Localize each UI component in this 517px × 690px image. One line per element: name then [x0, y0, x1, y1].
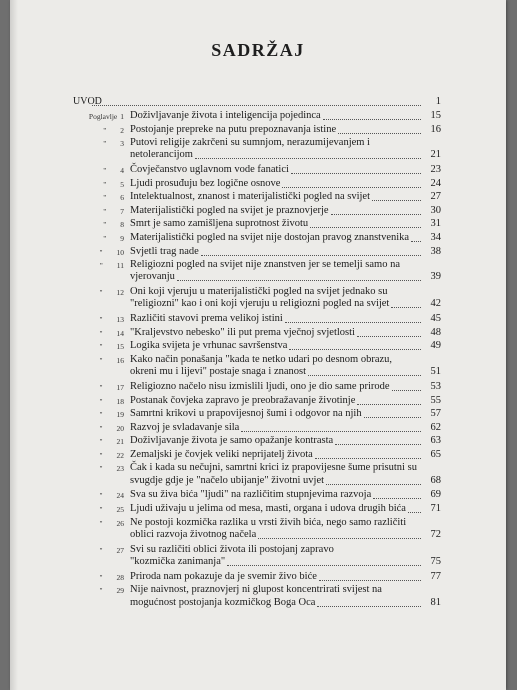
- chapter-title: Ljudi uživaju u jelima od mesa, masti, organa i udova drugih bića: [130, 502, 406, 514]
- chapter-page-number: 63: [430, 435, 441, 447]
- chapter-number: [72, 220, 124, 229]
- chapter-title-line: [130, 110, 441, 122]
- chapter-number-value: 21: [116, 437, 124, 447]
- dot-leader: [357, 404, 421, 405]
- chapter-number-value: 15: [116, 342, 124, 352]
- chapter-title: Materijalistički pogled na svijet je praznovjerje: [130, 204, 329, 216]
- chapter-number: [72, 126, 124, 135]
- dot-leader: [392, 390, 421, 391]
- chapter-title-line: [130, 475, 441, 487]
- chapter-number-value: 22: [116, 450, 124, 460]
- chapter-title-line: [130, 571, 441, 583]
- chapter-title-line: Ne postoji kozmička razlika u vrsti živih bića, nego samo različiti: [130, 516, 407, 528]
- chapter-number: [72, 573, 124, 582]
- chapter-page-number: 81: [430, 596, 441, 608]
- chapter-page-number: 75: [430, 555, 441, 567]
- chapter-page-number: 65: [430, 448, 441, 460]
- dot-leader: [373, 498, 421, 499]
- dot-leader: [317, 606, 421, 607]
- dot-leader: [177, 280, 421, 281]
- chapter-title-line: [130, 246, 441, 258]
- chapter-number-value: 20: [116, 423, 124, 433]
- chapter-title: Sva su živa bića "ljudi" na različitim stupnjevima razvoja: [130, 489, 372, 501]
- chapter-page-number: 31: [430, 218, 441, 230]
- chapter-number: [72, 397, 124, 406]
- chapter-number: [72, 491, 124, 500]
- ditto-mark: ": [99, 450, 103, 460]
- chapter-page-number: 71: [430, 502, 441, 514]
- chapter-number-value: 11: [116, 261, 124, 271]
- chapter-title: Doživljavanje života i inteligencija pojedinca: [130, 110, 321, 121]
- ditto-mark: ": [103, 166, 107, 176]
- chapter-title-line: [130, 178, 441, 190]
- chapter-title: Logika svijeta je vrhunac savršenstva: [130, 340, 288, 352]
- chapter-number: [72, 383, 124, 392]
- chapter-title: netolerancijom: [130, 149, 193, 161]
- chapter-title: Čovječanstvo uglavnom vode fanatici: [130, 164, 289, 176]
- chapter-title: "kozmička zanimanja": [130, 555, 226, 567]
- chapter-title-line: [130, 313, 441, 325]
- chapter-title: "Kraljevstvo nebesko" ili put prema vječnoj svjetlosti: [130, 326, 355, 338]
- chapter-title: vjerovanju: [130, 271, 175, 283]
- ditto-mark: ": [99, 464, 103, 474]
- chapter-title-line: [130, 191, 441, 203]
- chapter-number: [72, 248, 124, 257]
- chapter-title-line: Oni koji vjeruju u materijalistički pogled na svijet jednako su: [130, 286, 388, 298]
- dot-leader: [201, 255, 421, 256]
- chapter-number-value: 12: [116, 288, 124, 298]
- chapter-title: Različiti stavovi prema velikoj istini: [130, 313, 283, 325]
- chapter-page-number: 24: [430, 177, 441, 189]
- chapter-page-number: 42: [430, 298, 441, 310]
- dot-leader: [227, 565, 421, 566]
- chapter-number: [72, 546, 124, 555]
- chapter-page-number: 23: [430, 164, 441, 176]
- dot-leader: [241, 431, 421, 432]
- chapter-number-value: 14: [116, 328, 124, 338]
- dot-leader: [338, 133, 421, 134]
- chapter-page-number: 16: [430, 123, 441, 135]
- chapter-title: oblici razvoja životnog načela: [130, 528, 257, 540]
- chapter-title: Ljudi prosuđuju bez logične osnove: [130, 177, 281, 189]
- chapter-title-line: [130, 271, 441, 283]
- chapter-title-line: [130, 327, 441, 339]
- chapter-number-value: 19: [116, 410, 124, 420]
- chapter-number-value: 16: [116, 355, 124, 365]
- dot-leader: [291, 173, 421, 174]
- chapter-number: [72, 166, 124, 175]
- dot-leader: [319, 580, 421, 581]
- chapter-title-line: [130, 422, 441, 434]
- chapter-title-line: Putovi religije zakrčeni su sumnjom, nerazumijevanjem i: [130, 137, 370, 149]
- chapter-title: Intelektualnost, znanost i materijalistički pogled na svijet: [130, 191, 370, 203]
- dot-leader: [323, 119, 421, 120]
- chapter-page-number: 57: [430, 408, 441, 420]
- ditto-mark: ": [99, 545, 103, 555]
- chapter-title-line: [130, 529, 441, 541]
- chapter-page-number: 51: [430, 366, 441, 378]
- ditto-mark: ": [99, 247, 103, 257]
- chapter-title-line: [130, 298, 441, 310]
- chapter-number-value: 4: [120, 166, 124, 176]
- ditto-mark: ": [103, 220, 107, 230]
- chapter-title: Doživljavanje života je samo opažanje kontrasta: [130, 435, 334, 447]
- chapter-number: [72, 586, 124, 595]
- chapter-number: [72, 139, 124, 148]
- chapter-title-line: Kako način ponašanja "kada te netko udari po desnom obrazu,: [130, 353, 393, 365]
- dot-leader: [282, 187, 421, 188]
- chapter-number: [72, 180, 124, 189]
- dot-leader: [285, 322, 421, 323]
- chapter-title-line: [130, 381, 441, 393]
- chapter-title-line: [130, 449, 441, 461]
- chapter-title: Zemaljski je čovjek veliki neprijatelj života: [130, 448, 313, 460]
- chapter-number-value: 18: [116, 396, 124, 406]
- chapter-number: [72, 234, 124, 243]
- chapter-page-number: 48: [430, 326, 441, 338]
- ditto-mark: ": [99, 491, 103, 501]
- chapter-number-value: 24: [116, 491, 124, 501]
- table-of-contents: [10, 0, 506, 690]
- chapter-page-number: 38: [430, 245, 441, 257]
- chapter-number-value: 29: [116, 586, 124, 596]
- dot-leader: [411, 241, 421, 242]
- ditto-mark: ": [99, 342, 103, 352]
- chapter-number: [72, 451, 124, 460]
- chapter-title-line: Nije naivnost, praznovjerj ni glupost koncentrirati svijest na: [130, 584, 382, 596]
- chapter-title: Materijalistički pogled na svijet nije dostojan pravog znanstvenika: [130, 231, 410, 243]
- chapter-number: [72, 505, 124, 514]
- chapter-page-number: 27: [430, 191, 441, 203]
- dot-leader: [310, 227, 421, 228]
- chapter-title: mogućnost postojanja kozmičkog Boga Oca: [130, 596, 316, 608]
- chapter-title-line: [130, 556, 441, 568]
- uvod-page-number: 1: [435, 96, 441, 107]
- chapter-title-line: [130, 395, 441, 407]
- chapter-page-number: 69: [430, 489, 441, 501]
- chapter-number: [72, 410, 124, 419]
- chapter-number: [72, 519, 124, 528]
- chapter-page-number: 72: [430, 528, 441, 540]
- chapter-page-number: 34: [430, 231, 441, 243]
- ditto-mark: ": [103, 179, 107, 189]
- chapter-title: Svjetli trag nade: [130, 245, 199, 257]
- ditto-mark: ": [99, 355, 103, 365]
- ditto-mark: ": [99, 410, 103, 420]
- chapter-page-number: 30: [430, 204, 441, 216]
- chapter-title-line: Religiozni pogled na svijet nije znanstven jer se temelji samo na: [130, 259, 401, 271]
- chapter-page-number: 21: [430, 149, 441, 161]
- ditto-mark: ": [99, 328, 103, 338]
- dot-leader: [364, 417, 421, 418]
- dot-leader: [391, 307, 421, 308]
- chapter-title: Religiozno načelo nisu izmislili ljudi, ono je dio same prirode: [130, 381, 390, 392]
- chapter-title: Smrt je samo zamišljena suprotnost životu: [130, 218, 309, 230]
- chapter-number: [72, 193, 124, 202]
- book-page: [10, 0, 506, 690]
- ditto-mark: ": [99, 396, 103, 406]
- chapter-number-value: 25: [116, 504, 124, 514]
- chapter-number-value: 8: [120, 220, 124, 230]
- chapter-page-number: 15: [430, 110, 441, 121]
- chapter-title-line: [130, 164, 441, 176]
- chapter-title-line: [130, 232, 441, 244]
- ditto-mark: ": [99, 586, 103, 596]
- chapter-title-line: [130, 366, 441, 378]
- chapter-number: [72, 342, 124, 351]
- dot-leader: [308, 375, 421, 376]
- chapter-number: [72, 288, 124, 297]
- ditto-mark: ": [103, 193, 107, 203]
- chapter-page-number: 68: [430, 474, 441, 486]
- chapter-title: Razvoj je svladavanje sila: [130, 421, 240, 433]
- uvod-label: UVOD: [73, 96, 102, 107]
- dot-leader: [92, 105, 421, 106]
- chapter-page-number: 77: [430, 570, 441, 582]
- chapter-page-number: 39: [430, 271, 441, 283]
- chapter-title: Samrtni krikovi u prapovijesnoj šumi i odgovor na njih: [130, 408, 362, 420]
- ditto-mark: ": [99, 572, 103, 582]
- chapter-title-line: [130, 340, 441, 352]
- ditto-mark: ": [99, 504, 103, 514]
- ditto-mark: ": [99, 518, 103, 528]
- ditto-mark: ": [99, 315, 103, 325]
- chapter-number-value: 10: [116, 247, 124, 257]
- ditto-mark: ": [99, 437, 103, 447]
- chapter-number: [72, 261, 124, 270]
- chapter-label: Poglavlje: [88, 112, 118, 121]
- chapter-number-value: 17: [116, 383, 124, 392]
- chapter-number: [72, 329, 124, 338]
- dot-leader: [408, 512, 421, 513]
- chapter-number-value: 23: [116, 464, 124, 474]
- dot-leader: [258, 538, 421, 539]
- chapter-number-value: 13: [116, 315, 124, 325]
- chapter-title-line: Svi su različiti oblici života ili postojanj zapravo: [130, 543, 334, 555]
- chapter-number-value: 28: [116, 572, 124, 582]
- ditto-mark: ": [103, 139, 107, 149]
- chapter-number-value: 5: [120, 179, 124, 189]
- dot-leader: [357, 336, 421, 337]
- chapter-title: Postojanje prepreke na putu prepoznavanja istine: [130, 123, 337, 135]
- chapter-number: [72, 424, 124, 433]
- chapter-page-number: 45: [430, 313, 441, 325]
- chapter-number: [72, 437, 124, 446]
- chapter-number: [72, 207, 124, 216]
- dot-leader: [372, 200, 421, 201]
- chapter-title: Priroda nam pokazuje da je svemir živo biće: [130, 570, 317, 582]
- ditto-mark: ": [99, 423, 103, 433]
- chapter-number-value: 1: [120, 112, 124, 121]
- chapter-title-line: [130, 597, 441, 609]
- chapter-number: [72, 112, 124, 121]
- chapter-title-line: [130, 503, 441, 515]
- chapter-number: [72, 315, 124, 324]
- chapter-title-line: [130, 149, 441, 161]
- ditto-mark: ": [103, 125, 107, 135]
- dot-leader: [335, 444, 421, 445]
- ditto-mark: ": [99, 261, 103, 271]
- chapter-page-number: 53: [430, 381, 441, 392]
- ditto-mark: ": [103, 233, 107, 243]
- chapter-number-value: 6: [120, 193, 124, 203]
- ditto-mark: ": [99, 288, 103, 298]
- chapter-number-value: 3: [120, 139, 124, 149]
- ditto-mark: ": [99, 383, 103, 392]
- chapter-title-line: [130, 489, 441, 501]
- chapter-page-number: 62: [430, 421, 441, 433]
- chapter-title-line: [130, 408, 441, 420]
- chapter-title-line: [130, 124, 441, 136]
- chapter-title-line: [130, 205, 441, 217]
- chapter-title-line: [130, 218, 441, 230]
- uvod-line: [90, 96, 441, 108]
- dot-leader: [326, 484, 421, 485]
- dot-leader: [195, 158, 421, 159]
- chapter-title: svugdje gdje je "načelo ubijanje" životni uvjet: [130, 474, 325, 486]
- chapter-number-value: 9: [120, 233, 124, 243]
- chapter-number: [72, 464, 124, 473]
- dot-leader: [315, 458, 421, 459]
- chapter-number: [72, 356, 124, 365]
- chapter-page-number: 49: [430, 340, 441, 352]
- page-title: SADRŽAJ: [211, 40, 305, 60]
- chapter-title-line: [130, 435, 441, 447]
- chapter-title-line: Čak i kada su nečujni, samrtni krici iz prapovijesne šume prisutni su: [130, 462, 417, 474]
- ditto-mark: ": [103, 206, 107, 216]
- dot-leader: [331, 214, 421, 215]
- chapter-page-number: 55: [430, 394, 441, 406]
- chapter-number-value: 26: [116, 518, 124, 528]
- chapter-title: okreni mu i lijevi" postaje snaga i znanost: [130, 366, 307, 378]
- chapter-number-value: 2: [120, 125, 124, 135]
- chapter-title: Postanak čovjeka zapravo je preobražavanje životinje: [130, 394, 356, 406]
- chapter-title: "religiozni" kao i oni koji vjeruju u religiozni pogled na svijet: [130, 298, 390, 310]
- dot-leader: [289, 349, 421, 350]
- chapter-number-value: 27: [116, 545, 124, 555]
- chapter-number-value: 7: [120, 206, 124, 216]
